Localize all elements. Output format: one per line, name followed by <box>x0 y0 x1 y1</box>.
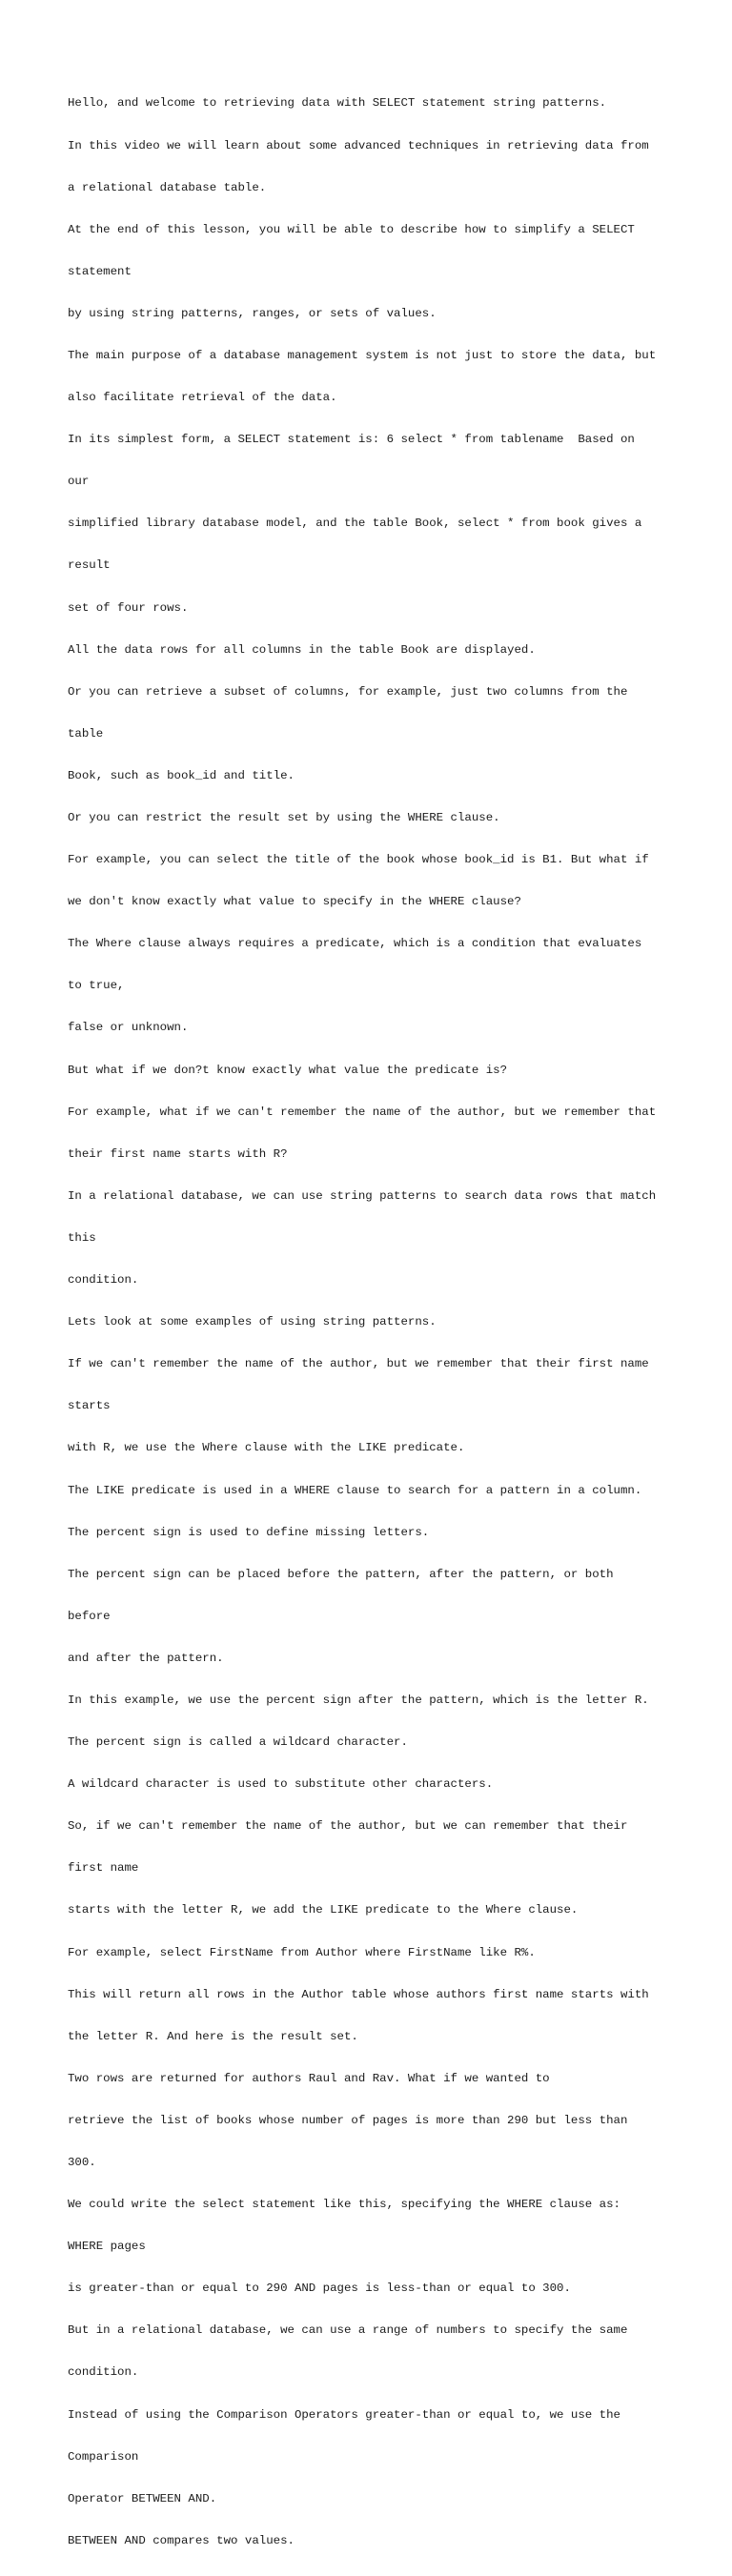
text-line: In a relational database, we can use string patterns to search data rows that match <box>68 1188 657 1203</box>
text-line: table <box>68 726 104 740</box>
text-line: this <box>68 1230 96 1245</box>
text-line: false or unknown. <box>68 1021 189 1035</box>
text-line: simplified library database model, and the table Book, select * from book gives a <box>68 517 642 531</box>
text-line: before <box>68 1609 111 1623</box>
text-line: with R, we use the Where clause with the LIKE predicate. <box>68 1441 465 1455</box>
text-line: BETWEEN AND compares two values. <box>68 2533 295 2547</box>
text-line: and after the pattern. <box>68 1651 224 1665</box>
text-line: also facilitate retrieval of the data. <box>68 391 337 405</box>
text-line: Lets look at some examples of using string patterns. <box>68 1315 437 1329</box>
text-line: the letter R. And here is the result set. <box>68 2029 358 2043</box>
text-line: So, if we can't remember the name of the author, but we can remember that their <box>68 1819 628 1834</box>
text-line: Or you can restrict the result set by using the WHERE clause. <box>68 811 500 824</box>
text-line: The percent sign is called a wildcard character. <box>68 1735 408 1750</box>
text-line: We could write the select statement like this, specifying the WHERE clause as: <box>68 2198 620 2212</box>
text-line: If we can't remember the name of the author, but we remember that their first name <box>68 1357 649 1371</box>
text-line: WHERE pages <box>68 2240 146 2254</box>
transcript-text <box>68 69 687 2576</box>
text-line: set of four rows. <box>68 600 189 615</box>
text-line: 300. <box>68 2156 96 2169</box>
text-line: The LIKE predicate is used in a WHERE clause to search for a pattern in a column. <box>68 1483 642 1497</box>
text-line: In this video we will learn about some advanced techniques in retrieving data from <box>68 138 649 152</box>
text-line: retrieve the list of books whose number of pages is more than 290 but less than <box>68 2113 628 2127</box>
text-line: result <box>68 558 111 573</box>
text-line: For example, you can select the title of the book whose book_id is B1. But what if <box>68 853 649 867</box>
text-line: In its simplest form, a SELECT statement is: 6 select * from tablename Based on <box>68 433 635 447</box>
text-line: A wildcard character is used to substitute other characters. <box>68 1777 494 1792</box>
text-line: But what if we don?t know exactly what value the predicate is? <box>68 1063 508 1077</box>
text-line: For example, what if we can't remember the name of the author, but we remember that <box>68 1105 657 1119</box>
text-line: we don't know exactly what value to specify in the WHERE clause? <box>68 895 521 909</box>
text-line: Or you can retrieve a subset of columns, for example, just two columns from the <box>68 684 628 699</box>
text-line: first name <box>68 1861 139 1876</box>
text-line: Book, such as book_id and title. <box>68 768 295 782</box>
text-line: The Where clause always requires a predicate, which is a condition that evaluates <box>68 937 642 951</box>
text-line: Two rows are returned for authors Raul and Rav. What if we wanted to <box>68 2071 550 2085</box>
text-line: starts <box>68 1399 111 1413</box>
text-line: Operator BETWEEN AND. <box>68 2491 217 2505</box>
text-line: The percent sign can be placed before the pattern, after the pattern, or both <box>68 1567 614 1581</box>
text-line: Comparison <box>68 2449 139 2464</box>
text-line: is greater-than or equal to 290 AND pages is less-than or equal to 300. <box>68 2282 571 2296</box>
text-line: This will return all rows in the Author table whose authors first name starts with <box>68 1987 649 2001</box>
text-line: starts with the letter R, we add the LIKE predicate to the Where clause. <box>68 1903 579 1917</box>
text-line: their first name starts with R? <box>68 1146 288 1161</box>
text-line: to true, <box>68 979 125 993</box>
text-line: The percent sign is used to define missing letters. <box>68 1525 430 1539</box>
text-line: Instead of using the Comparison Operators greater-than or equal to, we use the <box>68 2407 620 2422</box>
text-line: statement <box>68 264 132 278</box>
text-line: For example, select FirstName from Author where FirstName like R%. <box>68 1945 536 1959</box>
text-line: by using string patterns, ranges, or sets of values. <box>68 306 437 320</box>
text-line: All the data rows for all columns in the table Book are displayed. <box>68 642 536 657</box>
text-line: The main purpose of a database management system is not just to store the data, but <box>68 348 657 362</box>
text-line: At the end of this lesson, you will be able to describe how to simplify a SELECT <box>68 222 635 236</box>
text-line: condition. <box>68 2365 139 2380</box>
text-line: a relational database table. <box>68 180 267 194</box>
text-line: But in a relational database, we can use a range of numbers to specify the same <box>68 2323 628 2338</box>
text-line: Hello, and welcome to retrieving data with SELECT statement string patterns. <box>68 96 607 111</box>
text-line: our <box>68 475 90 489</box>
text-line: In this example, we use the percent sign after the pattern, which is the letter R. <box>68 1693 649 1707</box>
text-line: condition. <box>68 1273 139 1288</box>
